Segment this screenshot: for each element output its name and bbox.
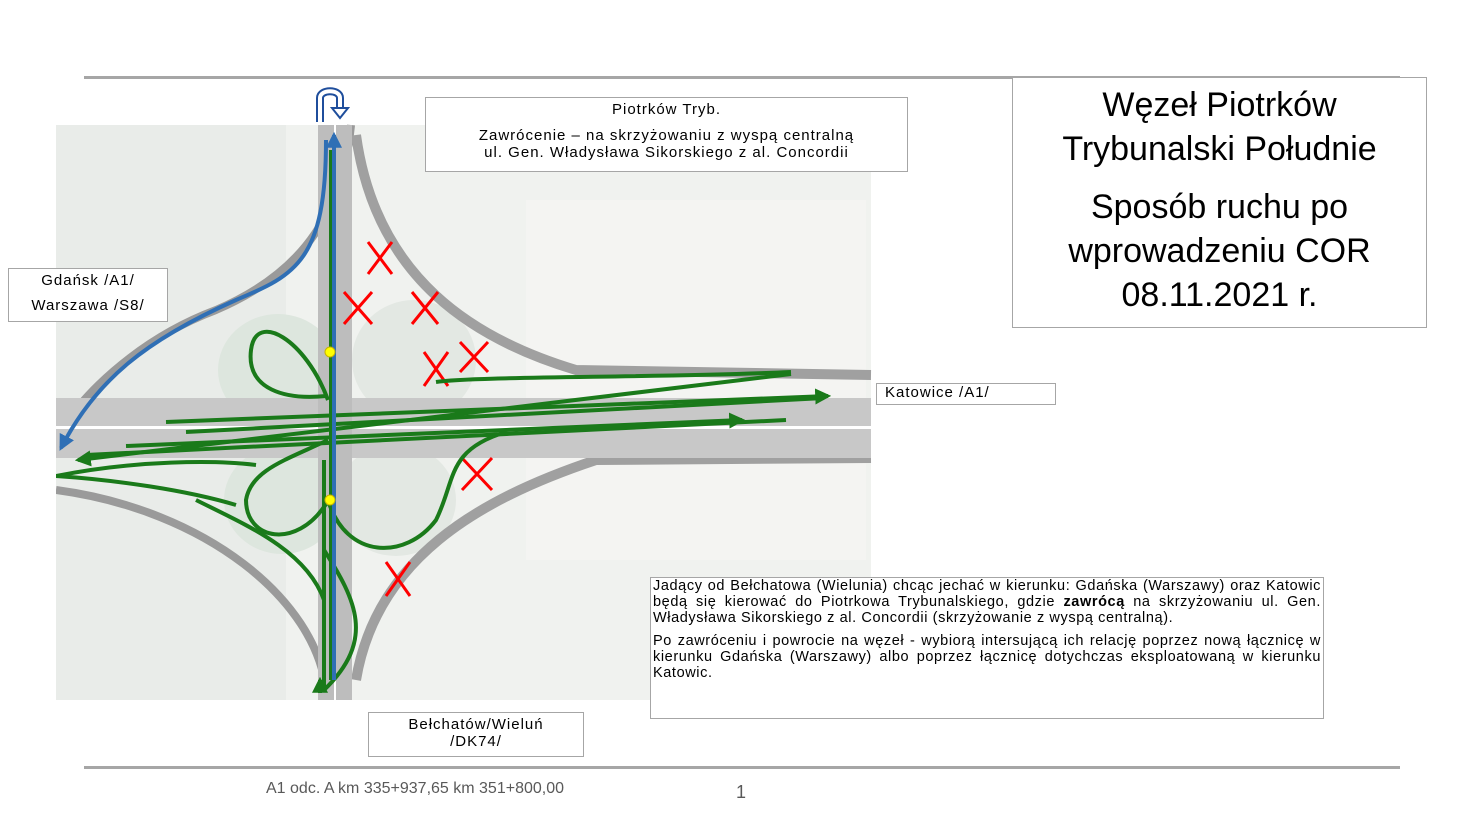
description-paragraph: Po zawróceniu i powrocie na węzeł - wybiorą intersującą ich relację poprzez nową łącznicę w kierunku Gdańska (Warszawy) albo poprzez łącznicę dotychczas eksploatowaną w kierunku Katowic. (653, 633, 1321, 681)
bottom-rule (84, 766, 1400, 769)
piotrkow-label: Piotrków Tryb. (611, 101, 722, 118)
description-text: na skrzyżowaniu ul. Gen. Władysława Sikorskiego z al. Concordii (skrzyżowanie z wyspą centralną). (653, 594, 1321, 626)
katowice-label-box (876, 383, 1056, 405)
dk74-label: /DK74/ (450, 733, 502, 750)
gdansk-label-box (8, 268, 168, 322)
title-line: Trybunalski Południe (1062, 130, 1377, 168)
turnaround-line: ul. Gen. Władysława Sikorskiego z al. Concordii (484, 144, 849, 161)
katowice-label: Katowice /A1/ (885, 384, 990, 401)
footer-reference: A1 odc. A km 335+937,65 km 351+800,00 (266, 780, 564, 797)
belchatow-label-box (368, 712, 584, 757)
description-box (650, 577, 1324, 719)
description-text: Jadący od Bełchatowa (Wielunia) chcąc jechać w kierunku: Gdańska (Warszawy) oraz Katowic będą się kierować do Piotrkowa Trybunalskiego, gdzie (653, 578, 1321, 610)
title-box (1012, 77, 1427, 328)
page-number: 1 (736, 782, 747, 802)
decision-point (325, 347, 335, 357)
subtitle-line: wprowadzeniu COR (1068, 232, 1371, 270)
subtitle-line: Sposób ruchu po (1090, 188, 1349, 226)
u-turn-icon (310, 84, 350, 124)
belchatow-label: Bełchatów/Wieluń (408, 716, 544, 733)
turnaround-line: Zawrócenie – na skrzyżowaniu z wyspą centralną (478, 127, 855, 144)
piotrkow-label-box (425, 97, 908, 172)
description-paragraph (653, 578, 1321, 626)
date-line: 08.11.2021 r. (1121, 276, 1318, 314)
warszawa-label: Warszawa /S8/ (31, 297, 145, 314)
title-line: Węzeł Piotrków (1102, 86, 1337, 124)
decision-point (325, 495, 335, 505)
description-bold: zawrócą (1063, 594, 1125, 610)
gdansk-label: Gdańsk /A1/ (41, 272, 135, 289)
